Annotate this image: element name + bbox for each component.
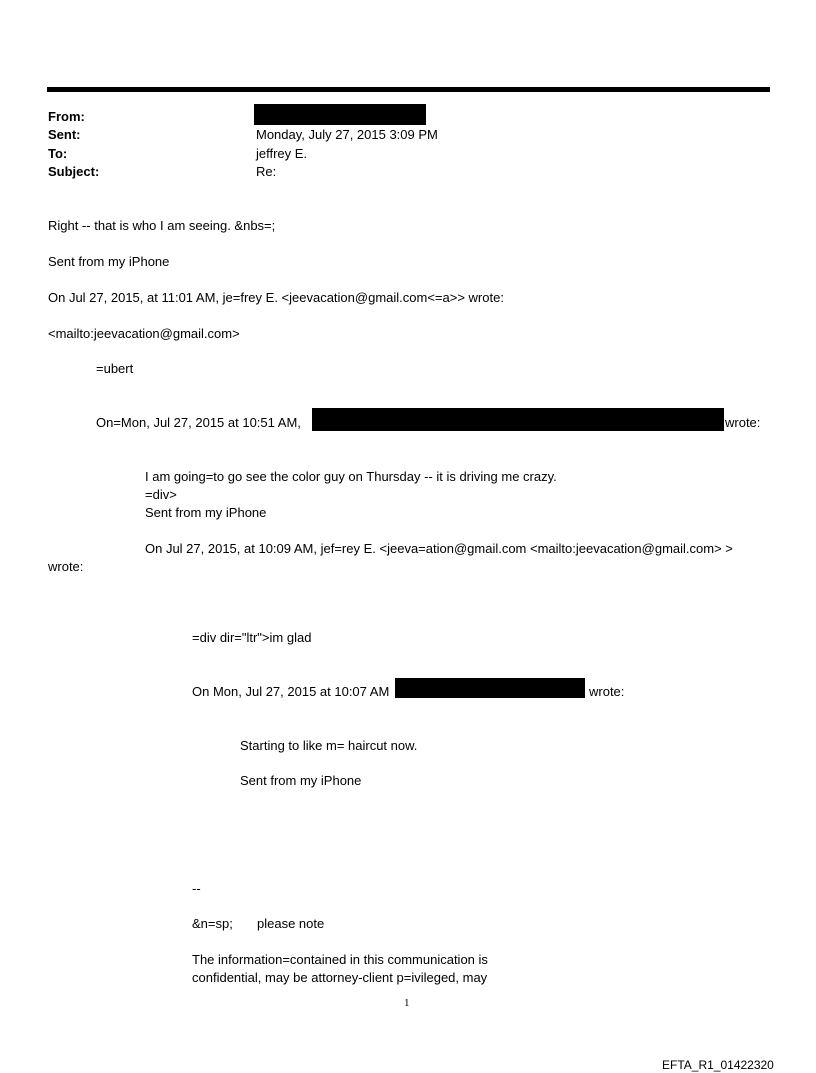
sent-label: Sent:	[48, 127, 81, 142]
redaction-sender	[312, 408, 724, 431]
quote-header-prefix: On=Mon, Jul 27, 2015 at 10:51 AM,	[96, 415, 301, 430]
from-label: From:	[48, 109, 85, 124]
body-line: <mailto:jeevacation@gmail.com>	[48, 326, 240, 341]
body-line: On Jul 27, 2015, at 10:09 AM, jef=rey E. <jeeva=ation@gmail.com <mailto:jeevacation@gmail.com> >	[145, 541, 733, 556]
body-line: confidential, may be attorney-client p=ivileged, may	[192, 970, 488, 985]
quote-header-suffix: wrote:	[589, 684, 625, 699]
quote-header-suffix: wrote:	[725, 415, 761, 430]
header-rule	[47, 87, 770, 92]
to-label: To:	[48, 146, 68, 161]
body-line: I am going=to go see the color guy on Thursday -- it is driving me crazy.	[145, 469, 557, 484]
sent-value: Monday, July 27, 2015 3:09 PM	[256, 127, 438, 142]
body-line: On Jul 27, 2015, at 11:01 AM, je=frey E. <jeevacation@gmail.com<=a>> wrote:	[48, 290, 504, 305]
redaction-from	[254, 104, 426, 125]
signature-separator: --	[192, 881, 201, 896]
body-line: please note	[257, 916, 325, 931]
body-line: Starting to like m= haircut now.	[240, 738, 418, 753]
body-line: Sent from my iPhone	[240, 773, 362, 788]
body-line: =ubert	[96, 361, 134, 376]
quote-header-prefix: On Mon, Jul 27, 2015 at 10:07 AM	[192, 684, 390, 699]
body-line: The information=contained in this communication is	[192, 952, 488, 967]
page-number: 1	[404, 997, 410, 1009]
body-line: Right -- that is who I am seeing. &nbs=;	[48, 218, 276, 233]
document-id: EFTA_R1_01422320	[662, 1058, 774, 1072]
body-line: Sent from my iPhone	[48, 254, 170, 269]
body-line: =div>	[145, 487, 177, 502]
body-line: wrote:	[48, 559, 84, 574]
to-value: jeffrey E.	[256, 146, 308, 161]
redaction-sender	[395, 678, 585, 698]
subject-label: Subject:	[48, 164, 100, 179]
body-line: &n=sp;	[192, 916, 233, 931]
body-line: Sent from my iPhone	[145, 505, 267, 520]
subject-value: Re:	[256, 164, 277, 179]
body-line: =div dir="ltr">im glad	[192, 630, 312, 645]
